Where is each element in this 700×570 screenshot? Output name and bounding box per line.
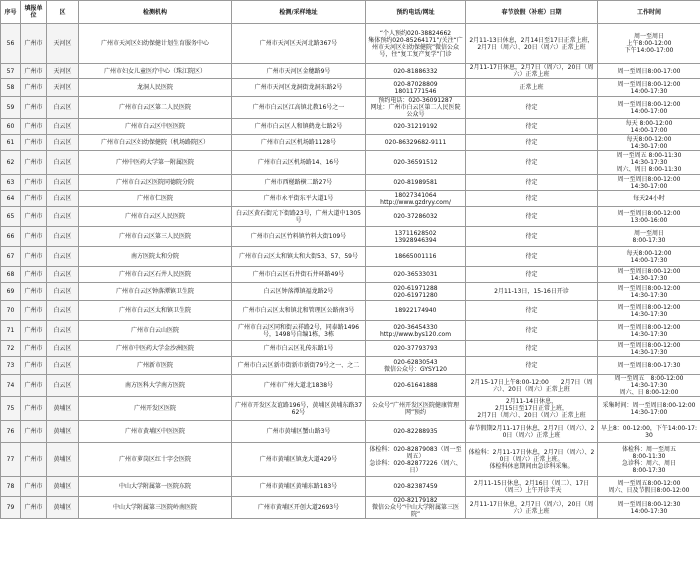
row-holiday: 体检科：2月11-17日休息，2月7日（周六）、20日（周六）正常上班。 体检科休息期间由急诊科采集。 — [466, 443, 598, 477]
row-address: 广州市白云区机场路14、16号 — [232, 151, 366, 175]
row-district: 黄埔区 — [47, 477, 79, 497]
row-address: 广州市白云区新市街新市新街79号之一、之二 — [232, 357, 366, 375]
table-row — [1, 341, 700, 357]
row-hours: 采集时间：周一至周日8:00-12:00 14:30-17:00 — [598, 397, 700, 421]
row-hours: 周一至周日8:00-12:00 14:30-17:30 — [598, 341, 700, 357]
row-city: 广州市 — [21, 397, 47, 421]
row-hours: 周一至周日 8:00-17:30 — [598, 227, 700, 247]
row-address: 广州市黄埔区黄埔东路183号 — [232, 477, 366, 497]
row-address: 广州市白云区人和镇鹤龙七路2号 — [232, 119, 366, 135]
row-org: 广州市萝岗区红十字会医院 — [79, 443, 232, 477]
row-number: 70 — [1, 301, 21, 321]
row-holiday: 待定 — [466, 135, 598, 151]
row-phone: 020-82387459 — [366, 477, 466, 497]
row-org: 广州市天河区妇幼保健计划生育服务中心 — [79, 24, 232, 64]
row-number: 65 — [1, 207, 21, 227]
header-district: 区 — [47, 1, 79, 24]
row-holiday: 待定 — [466, 357, 598, 375]
row-number: 67 — [1, 247, 21, 267]
row-holiday: 待定 — [466, 151, 598, 175]
row-address: 广州市白云区石井街石井环路49号 — [232, 267, 366, 283]
row-address: 白云区黄石街元下街路23号，广州大道中1305号 — [232, 207, 366, 227]
row-hours: 周一至周日 上午8:00-12:00 下午14:00-17:00 — [598, 24, 700, 64]
row-city: 广州市 — [21, 443, 47, 477]
header-address: 检测/采样地址 — [232, 1, 366, 24]
row-phone: “个人预约020-38824662 集体预约020-85264171”/关注“广州市天河区妇幼保健院”微信公众号，往“复工复产复学”门诊 — [366, 24, 466, 64]
header-phone: 预约电话/网址 — [366, 1, 466, 24]
row-address: 广州市白云区竹料镇竹料大街109号 — [232, 227, 366, 247]
row-hours: 每天24小时 — [598, 191, 700, 207]
row-address: 广州市白云区同和街云祥路2号，同泰路1496号，1498号自编1栋，3栋 — [232, 321, 366, 341]
row-holiday: 待定 — [466, 301, 598, 321]
row-holiday: 2月11-14日休息， 2月15日至17日正常上班， 2月7日（周六）、20日（周六）正常上班 — [466, 397, 598, 421]
row-number: 59 — [1, 97, 21, 119]
row-city: 广州市 — [21, 247, 47, 267]
table-row — [1, 283, 700, 301]
row-org: 中山大学附属第三医院岭南医院 — [79, 497, 232, 519]
row-district: 白云区 — [47, 191, 79, 207]
row-number: 72 — [1, 341, 21, 357]
table-row — [1, 24, 700, 64]
table-row — [1, 375, 700, 397]
row-district: 黄埔区 — [47, 443, 79, 477]
row-address: 广州市广州大道北1838号 — [232, 375, 366, 397]
row-district: 白云区 — [47, 135, 79, 151]
row-number: 62 — [1, 151, 21, 175]
row-org: 南方医院太和分院 — [79, 247, 232, 267]
row-hours: 周一至周日8:00-17:00 — [598, 64, 700, 79]
row-hours: 周一至周日8:00-12:00 14:30-17:30 — [598, 283, 700, 301]
header-row — [1, 1, 700, 24]
row-district: 白云区 — [47, 267, 79, 283]
table-row — [1, 191, 700, 207]
row-hours: 每天8:00-12:00 14:00-17:30 — [598, 247, 700, 267]
row-number: 71 — [1, 321, 21, 341]
row-district: 白云区 — [47, 283, 79, 301]
row-district: 白云区 — [47, 321, 79, 341]
row-org: 广州市白云区第三人民医院 — [79, 227, 232, 247]
row-org: 广州市白云山医院 — [79, 321, 232, 341]
row-phone: 020-82288935 — [366, 421, 466, 443]
row-district: 天河区 — [47, 24, 79, 64]
row-hours: 周一至周五 8:00-11:30 14:30-17:30 周六、周日 8:00-11:30 — [598, 151, 700, 175]
row-phone: 020-37793793 — [366, 341, 466, 357]
row-address: 广州市天河区天河北路367号 — [232, 24, 366, 64]
row-holiday: 待定 — [466, 321, 598, 341]
row-org: 广州中医药大学第一附属医院 — [79, 151, 232, 175]
row-org: 龙洞人民医院 — [79, 79, 232, 97]
row-city: 广州市 — [21, 497, 47, 519]
row-city: 广州市 — [21, 357, 47, 375]
row-phone: 020-31219192 — [366, 119, 466, 135]
row-address: 广州市开发区友谊路196号，黄埔区黄埔东路3762号 — [232, 397, 366, 421]
row-hours: 周一至周五 8:00-12:00 14:30-17:30 周六、日 8:00-12:00 — [598, 375, 700, 397]
row-hours: 周一至周日8:00-12:00 14:00-17:30 — [598, 79, 700, 97]
row-phone: 预约电话：020-36091287 网址：广州市白云区第二人民医院公众号 — [366, 97, 466, 119]
row-city: 广州市 — [21, 97, 47, 119]
row-holiday: 待定 — [466, 175, 598, 191]
row-phone: 020-81989581 — [366, 175, 466, 191]
row-city: 广州市 — [21, 151, 47, 175]
row-holiday: 2月11-15日休息，2月16日（周二）、17日（周三）上午开诊半天 — [466, 477, 598, 497]
row-holiday: 待定 — [466, 247, 598, 267]
row-number: 75 — [1, 397, 21, 421]
row-phone: 020-81886332 — [366, 64, 466, 79]
table-row — [1, 151, 700, 175]
row-number: 77 — [1, 443, 21, 477]
row-phone: 020-82179182 微信公众号“中山大学附属第三医院” — [366, 497, 466, 519]
row-hours: 周一至周日8:00-17:30 — [598, 357, 700, 375]
row-district: 白云区 — [47, 119, 79, 135]
row-org: 中山大学附属第一医院东院 — [79, 477, 232, 497]
row-holiday: 待定 — [466, 97, 598, 119]
row-phone: 020-61971288 020-61971280 — [366, 283, 466, 301]
row-org: 广州市白云区太和镇卫生院 — [79, 301, 232, 321]
row-phone: 18665001116 — [366, 247, 466, 267]
row-hours: 周一至周日8:00-12:00 14:30-17:00 — [598, 175, 700, 191]
row-address: 广州市天河区龙洞街龙洞东路2号 — [232, 79, 366, 97]
row-hours: 早上8：00-12:00，下午14:00-17:30 — [598, 421, 700, 443]
row-address: 白云区钟落潭镇福龙路2号 — [232, 283, 366, 301]
row-phone: 020-62830543 微信公众号：GYSY120 — [366, 357, 466, 375]
header-hours: 工作时间 — [598, 1, 700, 24]
row-org: 广州市仁医院 — [79, 191, 232, 207]
row-address: 广州市西槎路横二路27号 — [232, 175, 366, 191]
row-org: 广州市妇女儿童医疗中心（珠江院区） — [79, 64, 232, 79]
row-district: 黄埔区 — [47, 497, 79, 519]
row-holiday: 待定 — [466, 191, 598, 207]
row-city: 广州市 — [21, 175, 47, 191]
row-phone: 公众号“广州开发区医院健康管理网”预约 — [366, 397, 466, 421]
row-holiday: 2月11-13日休息，2月14日至17日正常上班，2月7日（周六）、20日（周六）正常上班 — [466, 24, 598, 64]
row-org: 广州市中医药大学金沙洲医院 — [79, 341, 232, 357]
row-district: 白云区 — [47, 301, 79, 321]
row-phone: 020-37286032 — [366, 207, 466, 227]
row-holiday: 2月11-17日休息，2月7日（周六），20日（周六）正常上班 — [466, 64, 598, 79]
table-row — [1, 477, 700, 497]
row-city: 广州市 — [21, 119, 47, 135]
row-holiday: 2月11-17日休息，2月7日（周六），20日（周六）正常上班 — [466, 497, 598, 519]
row-city: 广州市 — [21, 375, 47, 397]
row-holiday: 待定 — [466, 119, 598, 135]
row-district: 天河区 — [47, 64, 79, 79]
row-district: 白云区 — [47, 175, 79, 191]
row-phone: 020-36591512 — [366, 151, 466, 175]
row-district: 黄埔区 — [47, 397, 79, 421]
row-number: 60 — [1, 119, 21, 135]
row-org: 广州市白云区中医医院 — [79, 119, 232, 135]
table-row — [1, 497, 700, 519]
row-number: 61 — [1, 135, 21, 151]
row-district: 白云区 — [47, 247, 79, 267]
table-row — [1, 321, 700, 341]
row-org: 广州开发区医院 — [79, 397, 232, 421]
row-district: 白云区 — [47, 207, 79, 227]
header-unit: 填报单位 — [21, 1, 47, 24]
row-city: 广州市 — [21, 283, 47, 301]
row-holiday: 2月11-13日，15-16日开诊 — [466, 283, 598, 301]
table-row — [1, 175, 700, 191]
row-phone: 体检科：020-82879083（周一至周五） 急诊科：020-82877226（周六、日） — [366, 443, 466, 477]
row-hours: 周一至周日8:00-12:00 13:00-16:00 — [598, 207, 700, 227]
row-org: 广州市黄埔区中医医院 — [79, 421, 232, 443]
table-row — [1, 135, 700, 151]
table-row — [1, 421, 700, 443]
row-number: 58 — [1, 79, 21, 97]
row-holiday: 正常上班 — [466, 79, 598, 97]
row-district: 白云区 — [47, 151, 79, 175]
row-number: 63 — [1, 175, 21, 191]
row-number: 57 — [1, 64, 21, 79]
row-number: 76 — [1, 421, 21, 443]
row-phone: 18027341064 http://www.gzdryy.com/ — [366, 191, 466, 207]
row-city: 广州市 — [21, 267, 47, 283]
row-address: 广州市白云区太和镇北和管理区公路南3号 — [232, 301, 366, 321]
table-row — [1, 267, 700, 283]
table-row — [1, 227, 700, 247]
row-hours: 周一至周日8:00-12:30 14:00-17:30 — [598, 497, 700, 519]
table-row — [1, 119, 700, 135]
table-row — [1, 301, 700, 321]
row-holiday: 待定 — [466, 227, 598, 247]
row-district: 白云区 — [47, 375, 79, 397]
row-district: 白云区 — [47, 341, 79, 357]
row-address: 广州市白云区机场路1128号 — [232, 135, 366, 151]
row-address: 广州市黄埔区开创大道2693号 — [232, 497, 366, 519]
row-city: 广州市 — [21, 227, 47, 247]
row-number: 68 — [1, 267, 21, 283]
row-district: 天河区 — [47, 79, 79, 97]
row-district: 白云区 — [47, 97, 79, 119]
row-address: 广州市永平街东平大道1号 — [232, 191, 366, 207]
row-phone: 13711628502 13928946394 — [366, 227, 466, 247]
row-city: 广州市 — [21, 135, 47, 151]
row-address: 广州市黄埔区蟹山路3号 — [232, 421, 366, 443]
row-number: 69 — [1, 283, 21, 301]
row-number: 74 — [1, 375, 21, 397]
row-hours: 周一至周五8:00-12:00 周六、日及节假日8:00-12:00 — [598, 477, 700, 497]
row-address: 广州市白云区江高镇北教16号之一 — [232, 97, 366, 119]
row-phone: 020-86329682-9111 — [366, 135, 466, 151]
row-phone: 020-87028809 18011771546 — [366, 79, 466, 97]
row-city: 广州市 — [21, 64, 47, 79]
row-number: 56 — [1, 24, 21, 64]
row-city: 广州市 — [21, 79, 47, 97]
row-phone: 18922174940 — [366, 301, 466, 321]
header-no: 序号 — [1, 1, 21, 24]
row-city: 广州市 — [21, 477, 47, 497]
row-address: 广州市天河区金穗路9号 — [232, 64, 366, 79]
row-district: 白云区 — [47, 227, 79, 247]
row-address: 广州市白云区礼传东路1号 — [232, 341, 366, 357]
row-hours: 每天8:00-12:00 14:30-17:00 — [598, 135, 700, 151]
row-hours: 周一至周日8:00-12:00 14:30-17:30 — [598, 301, 700, 321]
row-number: 79 — [1, 497, 21, 519]
table-row — [1, 247, 700, 267]
table-row — [1, 357, 700, 375]
row-city: 广州市 — [21, 341, 47, 357]
row-number: 78 — [1, 477, 21, 497]
row-holiday: 2月15-17日上午8:00-12:00 2月7日（周六）、20日（周六）正常上班 — [466, 375, 598, 397]
row-phone: 020-36533031 — [366, 267, 466, 283]
row-holiday: 待定 — [466, 267, 598, 283]
row-hours: 周一至周日8:00-12:00 14:30-17:30 — [598, 321, 700, 341]
table-row — [1, 79, 700, 97]
row-org: 广州市白云区石井人民医院 — [79, 267, 232, 283]
row-hours: 体检科：周一至周五 8:00-11:30 急诊科：周六、周日 8:00-17:30 — [598, 443, 700, 477]
row-city: 广州市 — [21, 321, 47, 341]
row-org: 广州市白云区妇幼保健院（机场路院区） — [79, 135, 232, 151]
row-hours: 周一至周日8:00-12:00 14:00-17:00 — [598, 97, 700, 119]
row-address: 广州市黄埔区镇龙大道429号 — [232, 443, 366, 477]
row-holiday: 春节假期2月11-17日休息，2月7日（周六）、20日（周六）正常上班 — [466, 421, 598, 443]
table-row — [1, 64, 700, 79]
table-row — [1, 443, 700, 477]
row-org: 广州市白云区医院同德院分院 — [79, 175, 232, 191]
row-org: 南方医科大学南方医院 — [79, 375, 232, 397]
row-city: 广州市 — [21, 421, 47, 443]
row-city: 广州市 — [21, 301, 47, 321]
row-org: 广州新市医院 — [79, 357, 232, 375]
table-row — [1, 397, 700, 421]
row-hours: 每天 8:00-12:00 14:00-17:00 — [598, 119, 700, 135]
row-number: 66 — [1, 227, 21, 247]
header-org: 检测机构 — [79, 1, 232, 24]
row-hours: 周一至周日8:00-12:00 14:30-17:30 — [598, 267, 700, 283]
row-city: 广州市 — [21, 191, 47, 207]
table-row — [1, 207, 700, 227]
table-row — [1, 97, 700, 119]
row-org: 广州市白云区人民医院 — [79, 207, 232, 227]
row-phone: 020-36454330 http://www.bys120.com — [366, 321, 466, 341]
row-holiday: 待定 — [466, 207, 598, 227]
header-holiday: 春节放假（补班）日期 — [466, 1, 598, 24]
row-holiday: 待定 — [466, 341, 598, 357]
row-district: 白云区 — [47, 357, 79, 375]
row-phone: 020-61641888 — [366, 375, 466, 397]
row-number: 73 — [1, 357, 21, 375]
row-org: 广州市白云区第二人民医院 — [79, 97, 232, 119]
row-number: 64 — [1, 191, 21, 207]
row-org: 广州市白云区钟落潭镇卫生院 — [79, 283, 232, 301]
row-district: 黄埔区 — [47, 421, 79, 443]
row-city: 广州市 — [21, 207, 47, 227]
row-city: 广州市 — [21, 24, 47, 64]
row-address: 广州市白云区太和镇太和大街53、57、59号 — [232, 247, 366, 267]
